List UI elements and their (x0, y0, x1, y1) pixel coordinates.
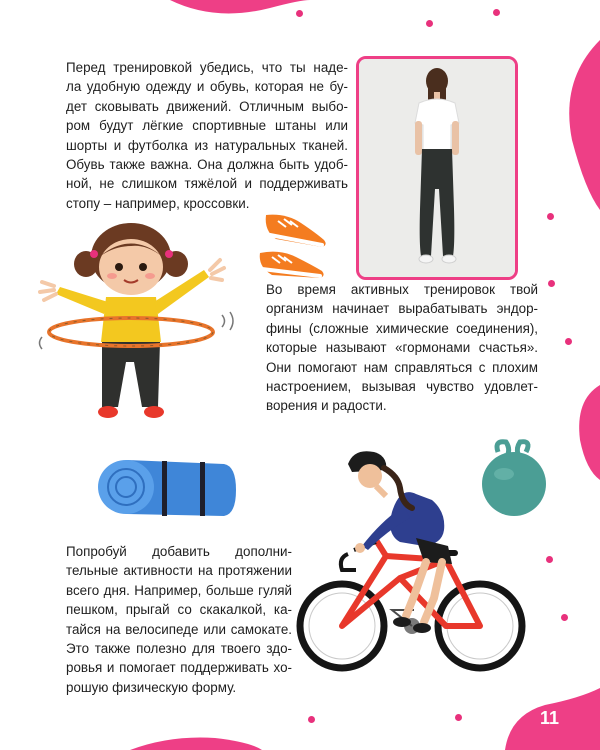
text-line: настроением, вызывая чувство удовлет- (266, 379, 538, 395)
text-line: фины (сложные химические соединения), (266, 320, 538, 336)
decor-dot (296, 10, 303, 17)
text-line: Во время активных тренировок твой (266, 282, 538, 297)
sneakers-illustration (256, 205, 336, 285)
text-line: которые называют «гормонами счастья». (266, 340, 538, 356)
text-line: шорты и футболка из натуральных тканей. (66, 137, 348, 153)
yoga-mat-illustration (96, 456, 238, 520)
text-line: ровья и помогает поддерживать хо- (66, 660, 292, 676)
decor-dot (561, 614, 568, 621)
text-line: Обувь также важна. Она должна быть удоб- (66, 157, 348, 173)
text-line: рошую физическую форму. (66, 679, 237, 695)
text-line: Это также полезно для твоего здо- (66, 641, 292, 657)
decor-dot (565, 338, 572, 345)
clothing-paragraph (66, 58, 348, 213)
text-line: ла удобную одежду и обувь, которая не бу- (66, 79, 348, 95)
activity-paragraph (66, 542, 292, 697)
text-line: дет сковывать движений. Отличным выбо- (66, 98, 348, 114)
sportswear-photo (356, 56, 518, 280)
text-line: Перед тренировкой убедись, что ты наде- (66, 60, 348, 75)
decor-dot (548, 280, 555, 287)
text-line: всего дня. Например, больше гуляй (66, 582, 292, 598)
text-line: ворения и радости. (266, 398, 387, 414)
decor-dot (455, 714, 462, 721)
decor-dot (308, 716, 315, 723)
text-line: тельные активности на протяжении (66, 563, 292, 579)
decor-dot (546, 556, 553, 563)
decor-dot (426, 20, 433, 27)
text-line: тайся на велосипеде или самокате. (66, 621, 292, 637)
page-number: 11 (540, 708, 560, 728)
decor-dot (493, 9, 500, 16)
text-line: организм начинает вырабатывать эндор- (266, 301, 538, 317)
cyclist-illustration (296, 446, 532, 686)
endorphins-paragraph (266, 280, 538, 416)
text-line: стопу – например, кроссовки. (66, 195, 250, 211)
text-line: пешком, прыгай со скакалкой, ка- (66, 602, 292, 618)
text-line: Попробуй добавить дополни- (66, 544, 292, 559)
decor-dot (547, 213, 554, 220)
text-line: ной, не слишком тяжёлой и поддерживать (66, 176, 348, 192)
girl-hula-hoop-illustration (36, 212, 236, 432)
text-line: ром будут лёгкие спортивные штаны или (66, 118, 348, 134)
girl-sportswear-figure (359, 59, 515, 277)
text-line: Они помогают нам справляться с плохим (266, 359, 538, 375)
